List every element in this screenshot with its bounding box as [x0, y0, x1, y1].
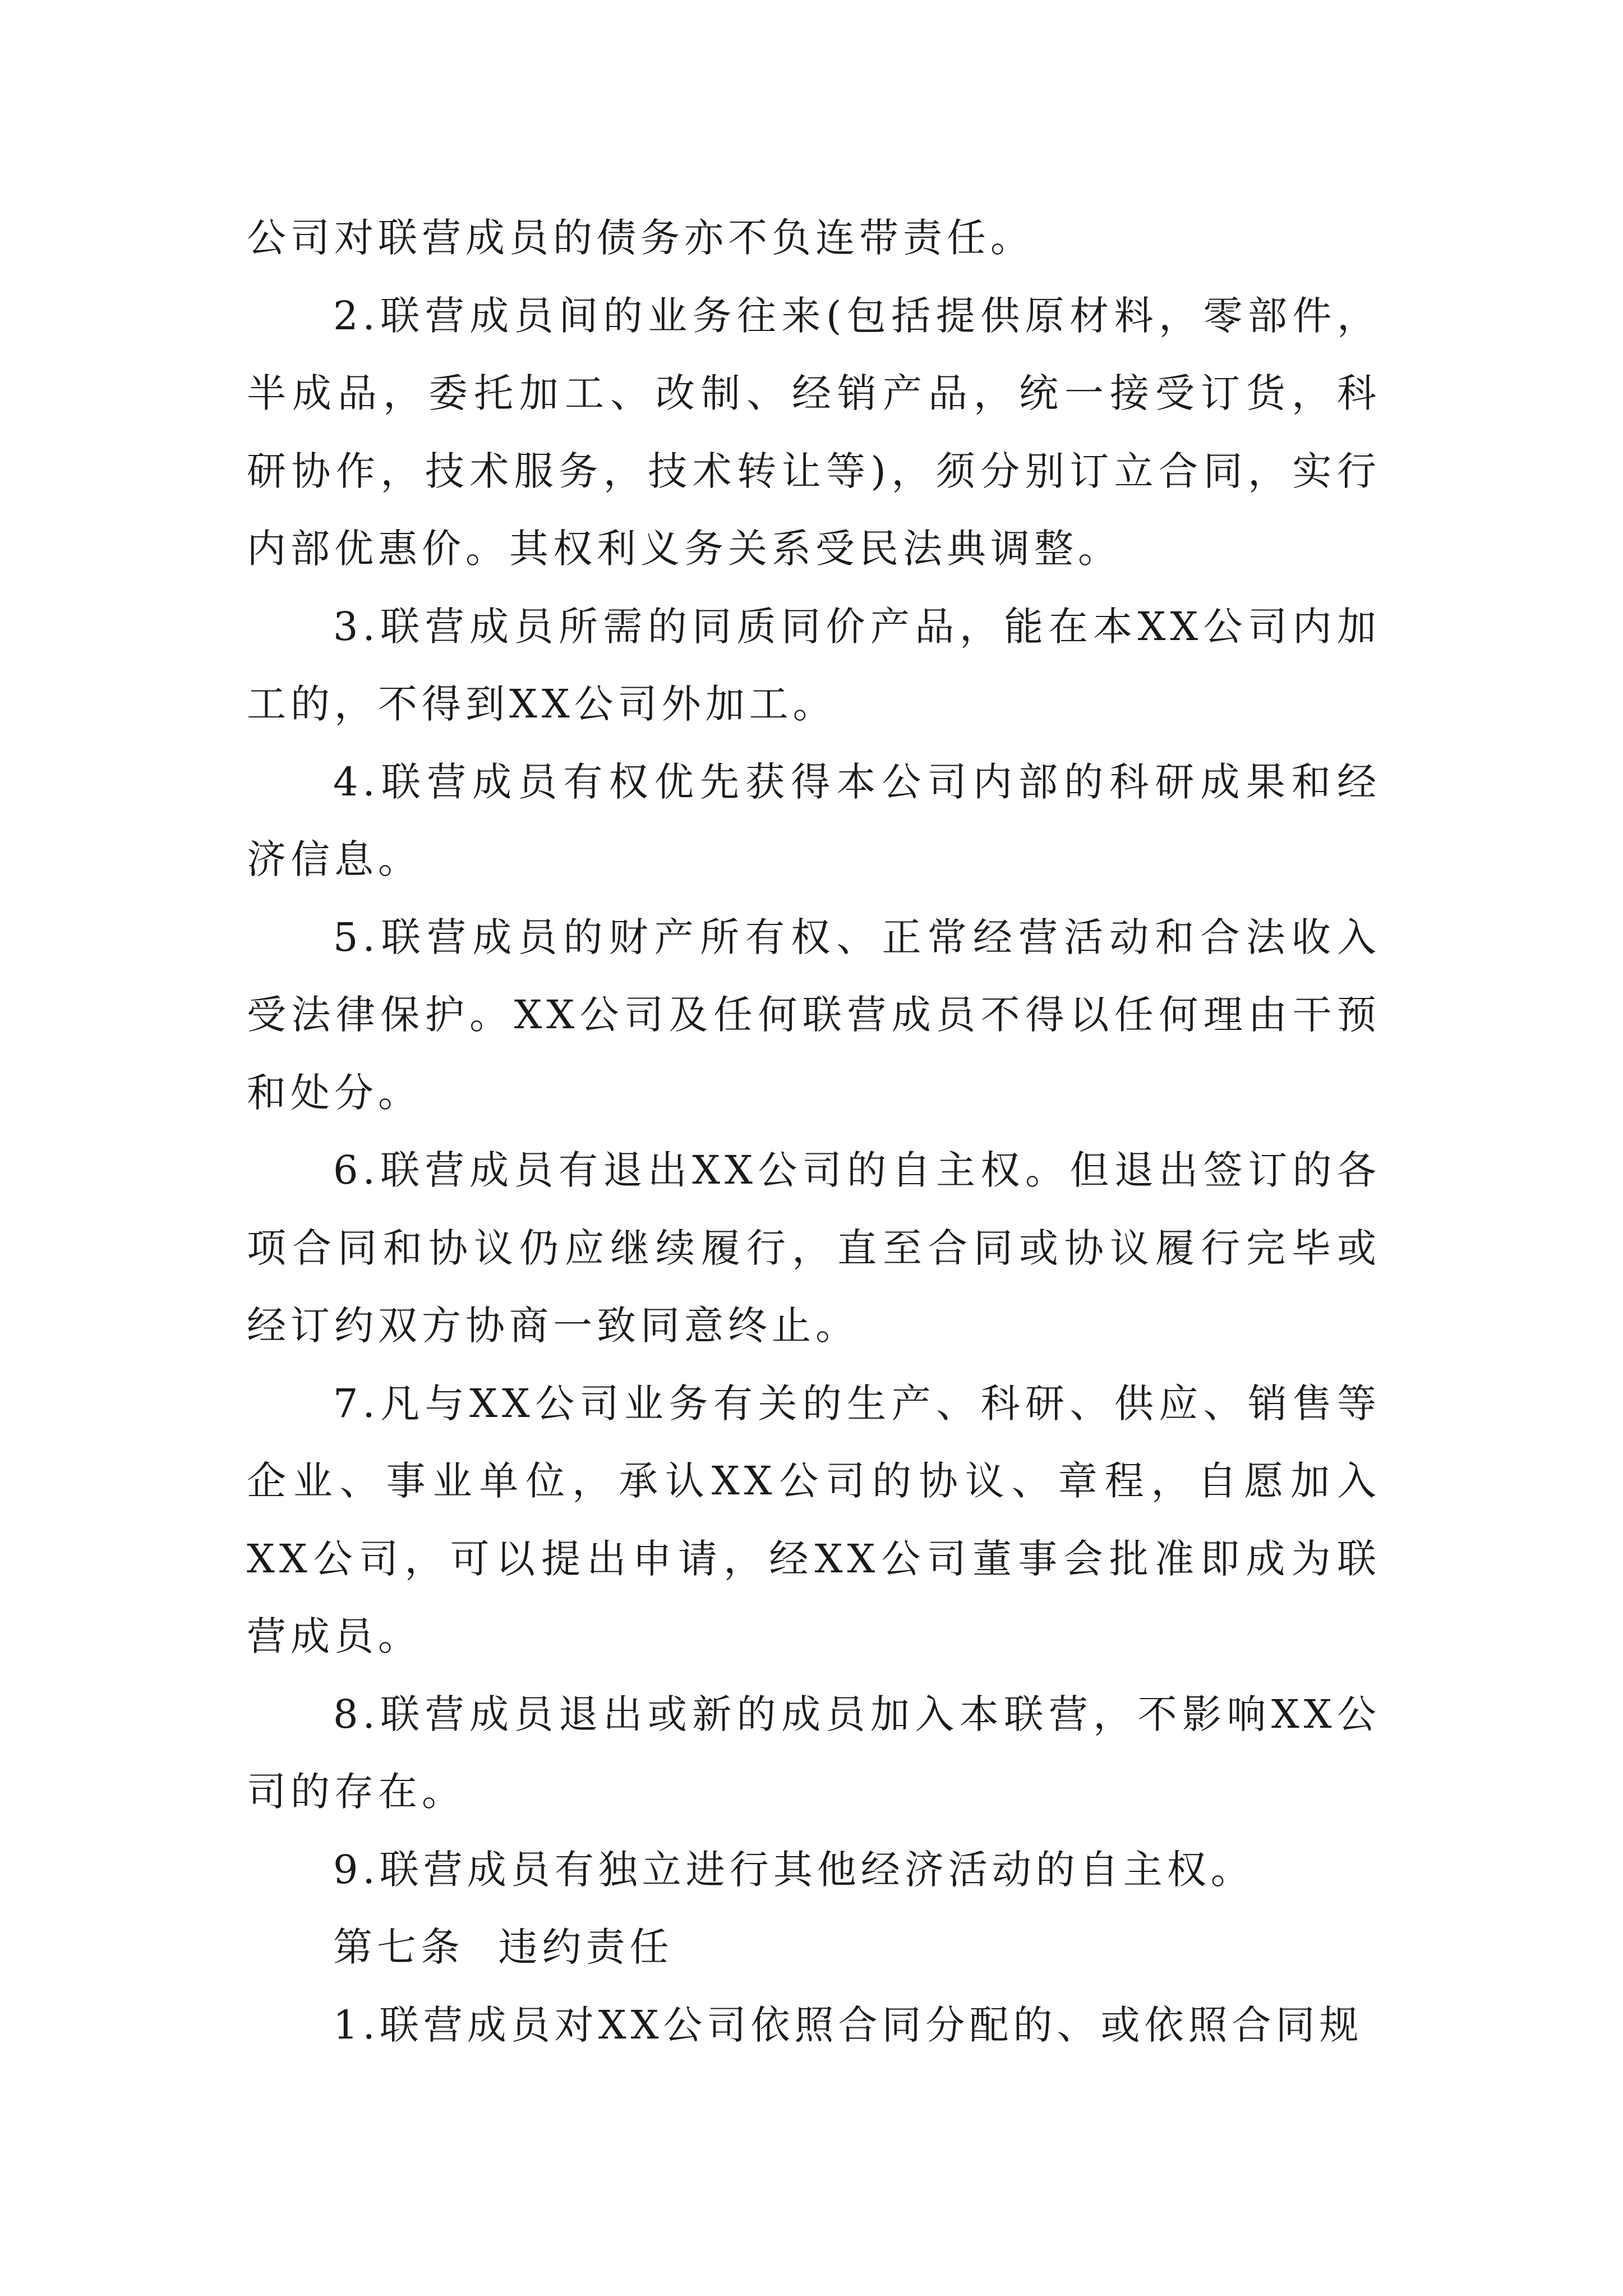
- paragraph-item-7: 7.凡与XX公司业务有关的生产、科研、供应、销售等企业、事业单位，承认XX公司的协议、章程，自愿加入XX公司，可以提出申请，经XX公司董事会批准即成为联营成员。: [247, 1380, 1381, 1659]
- paragraph-item-6: 6.联营成员有退出XX公司的自主权。但退出签订的各项合同和协议仍应继续履行，直至合同或协议履行完毕或经订约双方协商一致同意终止。: [247, 1147, 1381, 1349]
- paragraph-item-1-liability: 1.联营成员对XX公司依照合同分配的、或依照合同规: [333, 2001, 1363, 2048]
- paragraph-item-5: 5.联营成员的财产所有权、正常经营活动和合法收入受法律保护。XX公司及任何联营成员不得以任何理由干预和处分。: [247, 914, 1381, 1116]
- document-body: [247, 199, 1381, 2064]
- paragraph-item-3: 3.联营成员所需的同质同价产品，能在本XX公司内加工的，不得到XX公司外加工。: [247, 603, 1381, 727]
- paragraph-item-8: 8.联营成员退出或新的成员加入本联营，不影响XX公司的存在。: [247, 1691, 1381, 1815]
- paragraph-continuation: 公司对联营成员的债务亦不负连带责任。: [247, 215, 1034, 261]
- paragraph-item-2: 2.联营成员间的业务往来(包括提供原材料，零部件，半成品，委托加工、改制、经销产品，统一接受订货，科研协作，技术服务，技术转让等)，须分别订立合同，实行内部优惠价。其权利义务关系受民法典调整。: [247, 292, 1381, 572]
- paragraph-item-9: 9.联营成员有独立进行其他经济活动的自主权。: [333, 1846, 1255, 1893]
- paragraph-item-4: 4.联营成员有权优先获得本公司内部的科研成果和经济信息。: [247, 758, 1381, 882]
- section-heading: 第七条 违约责任: [333, 1924, 674, 1970]
